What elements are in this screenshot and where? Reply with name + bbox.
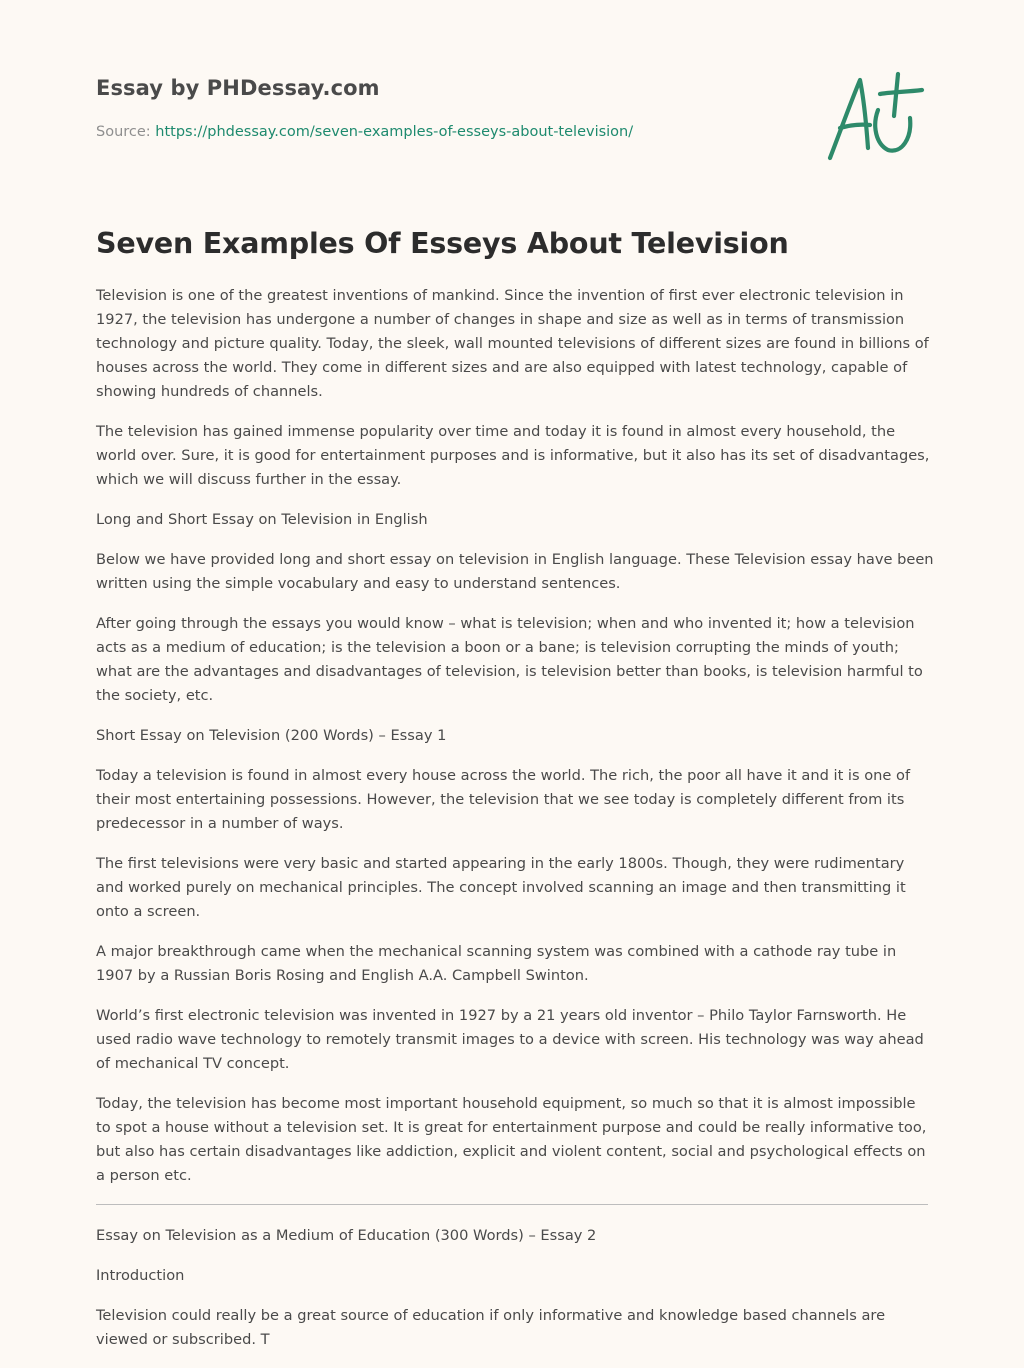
paragraph: After going through the essays you would know – what is television; when and who invented it; how a television acts as a medium of education; is the television a boon or a bane; is television corrupting the minds of youth; what are the advantages and disadvantages of television, is television better than books, is television harmful to the society, etc. xyxy=(96,615,923,704)
paragraph: The first televisions were very basic and started appearing in the early 1800s. Though, they were rudimentary and worked purely on mechanical principles. The concept involved scanning an image and then transmitting it onto a screen. xyxy=(96,855,906,920)
paragraph: Today a television is found in almost every house across the world. The rich, the poor all have it and it is one of their most entertaining possessions. However, the television that we see today is completely different from its predecessor in a number of ways. xyxy=(96,767,911,832)
article-body xyxy=(96,284,934,1368)
section-heading: Long and Short Essay on Television in English xyxy=(96,511,428,528)
source-label: Source: xyxy=(96,124,151,140)
a-plus-logo-icon xyxy=(826,70,926,165)
paragraph: Below we have provided long and short essay on television in English language. These Television essay have been written using the simple vocabulary and easy to understand sentences. xyxy=(96,551,934,592)
paragraph: Television is one of the greatest inventions of mankind. Since the invention of first ever electronic television in 1927, the television has undergone a number of changes in shape and size as well as in terms of transmission technology and picture quality. Today, the sleek, wall mounted televisions of different sizes are found in billions of houses across the world. They come in different sizes and are also equipped with latest technology, capable of showing hundreds of channels. xyxy=(96,287,929,400)
paragraph: Television could really be a great source of education if only informative and knowledge based channels are viewed or subscribed. T xyxy=(96,1307,886,1348)
paragraph: World’s first electronic television was invented in 1927 by a 21 years old inventor – Philo Taylor Farnsworth. He used radio wave technology to remotely transmit images to a device with screen. His technology was way ahead of mechanical TV concept. xyxy=(96,1007,924,1072)
section-heading: Short Essay on Television (200 Words) – Essay 1 xyxy=(96,727,447,744)
section-heading: Essay on Television as a Medium of Education (300 Words) – Essay 2 xyxy=(96,1227,597,1244)
article-title: Seven Examples Of Esseys About Television xyxy=(96,227,789,260)
source-link[interactable]: https://phdessay.com/seven-examples-of-esseys-about-television/ xyxy=(155,124,634,140)
paragraph: Today, the television has become most important household equipment, so much so that it is almost impossible to spot a house without a television set. It is great for entertainment purpose and could be really informative too, but also has certain disadvantages like addiction, explicit and violent content, social and psychological effects on a person etc. xyxy=(96,1095,927,1184)
paragraph: The television has gained immense popularity over time and today it is found in almost every household, the world over. Sure, it is good for entertainment purposes and is informative, but it also has its set of disadvantages, which we will discuss further in the essay. xyxy=(96,423,930,488)
section-heading: Introduction xyxy=(96,1267,185,1284)
paragraph: A major breakthrough came when the mechanical scanning system was combined with a cathode ray tube in 1907 by a Russian Boris Rosing and English A.A. Campbell Swinton. xyxy=(96,943,897,984)
source-line xyxy=(96,124,633,140)
section-divider xyxy=(96,1204,928,1205)
brand-title: Essay by PHDessay.com xyxy=(96,76,380,100)
